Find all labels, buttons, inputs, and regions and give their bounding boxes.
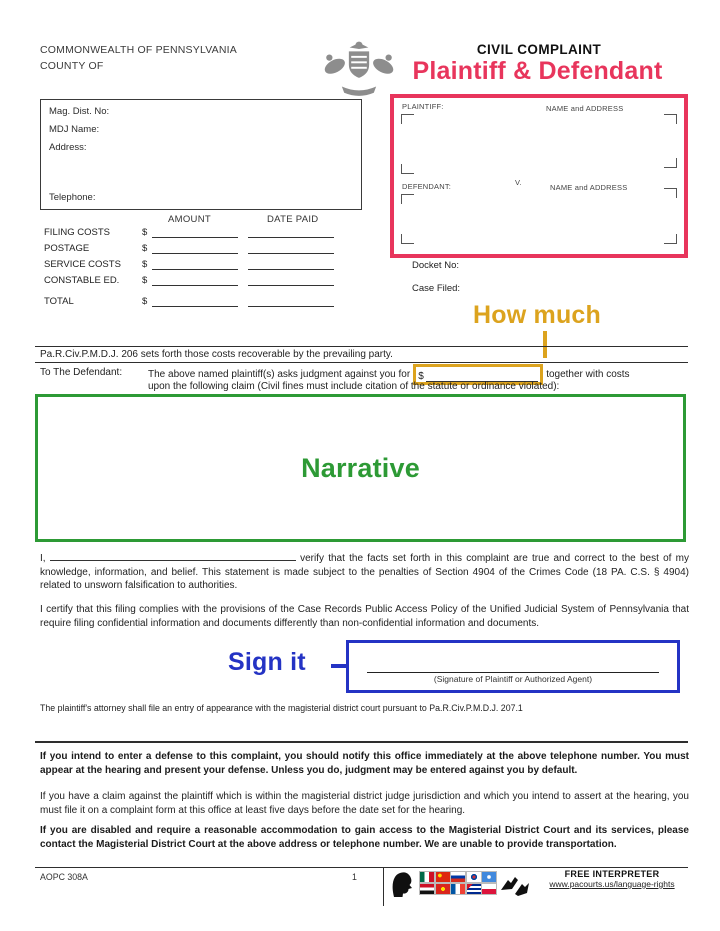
- counterclaim-notice: If you have a claim against the plaintiff which is within the magisterial district judge jurisdiction and which you intend to assert at the hearing, you must file it on a complaint form at this office at least five days before the date set for the hearing.: [40, 791, 689, 816]
- annotation-narrative: Narrative: [301, 452, 420, 483]
- currency-symbol: $: [142, 227, 148, 238]
- constable-ed-date-field[interactable]: [248, 274, 334, 286]
- plaintiff-defendant-caption-box: [390, 94, 688, 258]
- commonwealth-line: COMMONWEALTH OF PENNSYLVANIA: [40, 44, 237, 56]
- defendant-name-address-area[interactable]: [414, 200, 664, 240]
- mdj-name-value[interactable]: [102, 123, 162, 132]
- flag-cuba-icon: [467, 884, 481, 894]
- service-costs-date-field[interactable]: [248, 258, 334, 270]
- attorney-appearance-note: The plaintiff's attorney shall file an entry of appearance with the magisterial district court pursuant to Pa.R.Civ.P.M.D.J. 207.1: [40, 703, 523, 713]
- to-the-defendant-label: To The Defendant:: [40, 367, 123, 378]
- horizontal-rule: [35, 362, 688, 363]
- signature-caption: (Signature of Plaintiff or Authorized Agent): [433, 674, 593, 684]
- row-label: CONSTABLE ED.: [44, 275, 120, 286]
- corner-bracket: [401, 194, 414, 204]
- page-number: 1: [352, 872, 357, 882]
- mag-dist-no-label: Mag. Dist. No:: [49, 106, 110, 117]
- narrative-claim-area[interactable]: [35, 394, 686, 542]
- telephone-value[interactable]: [98, 191, 158, 200]
- defense-notice: If you intend to enter a defense to this complaint, you should notify this office immediately at the above telephone number. You must appear at the hearing and present your defense. Unless you do, judgment may be entered against you by default.: [40, 751, 689, 776]
- table-row-service-costs: [44, 258, 336, 270]
- interpreter-head-icon: [390, 870, 414, 902]
- language-rights-link[interactable]: www.pacourts.us/language-rights: [549, 879, 675, 889]
- currency-symbol: $: [142, 275, 148, 286]
- amount-column-header: AMOUNT: [168, 214, 211, 225]
- flag-china-icon: [436, 872, 450, 882]
- address-label: Address:: [49, 142, 87, 153]
- county-of-line: COUNTY OF: [40, 60, 104, 72]
- judgment-text-after: together with costs: [546, 369, 630, 380]
- flag-somalia-icon: [482, 872, 496, 882]
- telephone-label: Telephone:: [49, 192, 96, 203]
- table-row-constable-ed: [44, 274, 336, 286]
- court-info-box: [40, 99, 362, 210]
- how-much-connector-line: [543, 331, 547, 358]
- mdj-name-label: MDJ Name:: [49, 124, 100, 135]
- plaintiff-name-address-area[interactable]: [414, 120, 664, 166]
- verification-paragraph: [40, 549, 689, 593]
- form-number: AOPC 308A: [40, 872, 88, 882]
- verification-prefix: I,: [40, 553, 46, 564]
- section-divider: [35, 741, 688, 743]
- flag-vietnam-icon: [436, 884, 450, 894]
- row-label: SERVICE COSTS: [44, 259, 121, 270]
- address-value[interactable]: [89, 141, 149, 150]
- corner-bracket: [664, 188, 677, 198]
- flag-south-korea-icon: [467, 872, 481, 882]
- constable-ed-amount-field[interactable]: [152, 274, 238, 286]
- flag-mexico-icon: [420, 872, 434, 882]
- signature-box: [346, 640, 680, 693]
- defendant-label: DEFENDANT:: [402, 182, 452, 191]
- filing-costs-date-field[interactable]: [248, 226, 334, 238]
- row-label: TOTAL: [44, 296, 74, 307]
- total-date-field[interactable]: [248, 295, 334, 307]
- filing-costs-amount-field[interactable]: [152, 226, 238, 238]
- verifier-name-field[interactable]: [50, 549, 296, 561]
- certification-paragraph: I certify that this filing complies with the provisions of the Case Records Public Access Policy of the Unified Judicial System of Pennsylvania that require filing confidential information and documents differently than non-confidential information and documents.: [40, 604, 689, 629]
- row-label: POSTAGE: [44, 243, 90, 254]
- total-amount-field[interactable]: [152, 295, 238, 307]
- flag-poland-icon: [482, 884, 496, 894]
- table-row-total: [44, 295, 336, 307]
- flag-egypt-icon: [420, 884, 434, 894]
- corner-bracket: [664, 158, 677, 168]
- commonwealth-heading: [40, 42, 237, 74]
- sign-it-connector-line: [331, 664, 347, 668]
- free-interpreter-title: FREE INTERPRETER: [564, 869, 660, 879]
- row-label: FILING COSTS: [44, 227, 110, 238]
- claim-instruction-text: upon the following claim (Civil fines must include citation of the statute or ordinance violated):: [148, 381, 560, 392]
- corner-bracket: [401, 114, 414, 124]
- service-costs-amount-field[interactable]: [152, 258, 238, 270]
- interpreter-flags: [420, 872, 496, 894]
- accommodation-notice: If you are disabled and require a reasonable accommodation to gain access to the Magisterial District Court and its services, please contact the Magisterial District Court at the above address or telephone number. We are unable to provide transportation.: [40, 825, 689, 850]
- verification-text: verify that the facts set forth in this complaint are true and correct to the best of my knowledge, information, and belief. This statement is made subject to the penalties of Section 4904 of the Crimes Code (18 PA. C.S. § 4904) related to unsworn falsification to authorities.: [40, 553, 690, 591]
- docket-no-label: Docket No:: [412, 260, 459, 271]
- postage-date-field[interactable]: [248, 242, 334, 254]
- annotation-how-much: How much: [473, 301, 601, 329]
- date-paid-column-header: DATE PAID: [267, 214, 319, 225]
- table-row-filing-costs: [44, 226, 336, 238]
- mag-dist-no-value[interactable]: [112, 105, 172, 114]
- corner-bracket: [401, 164, 414, 174]
- corner-bracket: [401, 234, 414, 244]
- plaintiff-label: PLAINTIFF:: [402, 102, 444, 111]
- flag-russia-icon: [451, 872, 465, 882]
- defendant-name-address-label: NAME and ADDRESS: [550, 183, 628, 192]
- case-filed-label: Case Filed:: [412, 283, 461, 294]
- horizontal-rule: [35, 346, 688, 347]
- annotation-sign-it: Sign it: [228, 648, 306, 676]
- annotation-plaintiff-defendant: Plaintiff & Defendant: [412, 57, 663, 85]
- corner-bracket: [664, 114, 677, 124]
- footer-separator: [383, 868, 384, 906]
- currency-symbol: $: [142, 296, 148, 307]
- postage-amount-field[interactable]: [152, 242, 238, 254]
- flag-france-icon: [451, 884, 465, 894]
- currency-symbol: $: [418, 371, 424, 382]
- currency-symbol: $: [142, 259, 148, 270]
- currency-symbol: $: [142, 243, 148, 254]
- interpreter-info: [534, 869, 690, 889]
- form-title: CIVIL COMPLAINT: [476, 42, 602, 57]
- footer-rule: [35, 867, 688, 868]
- judgment-text-before: The above named plaintiff(s) asks judgment against you for: [148, 369, 411, 380]
- versus-label: V.: [515, 178, 522, 187]
- table-row-postage: [44, 242, 336, 254]
- rule-206-text: Pa.R.Civ.P.M.D.J. 206 sets forth those costs recoverable by the prevailing party.: [40, 349, 393, 360]
- plaintiff-name-address-label: NAME and ADDRESS: [546, 104, 624, 113]
- sign-language-icon: [500, 876, 530, 901]
- signature-line[interactable]: [367, 672, 659, 673]
- corner-bracket: [664, 234, 677, 244]
